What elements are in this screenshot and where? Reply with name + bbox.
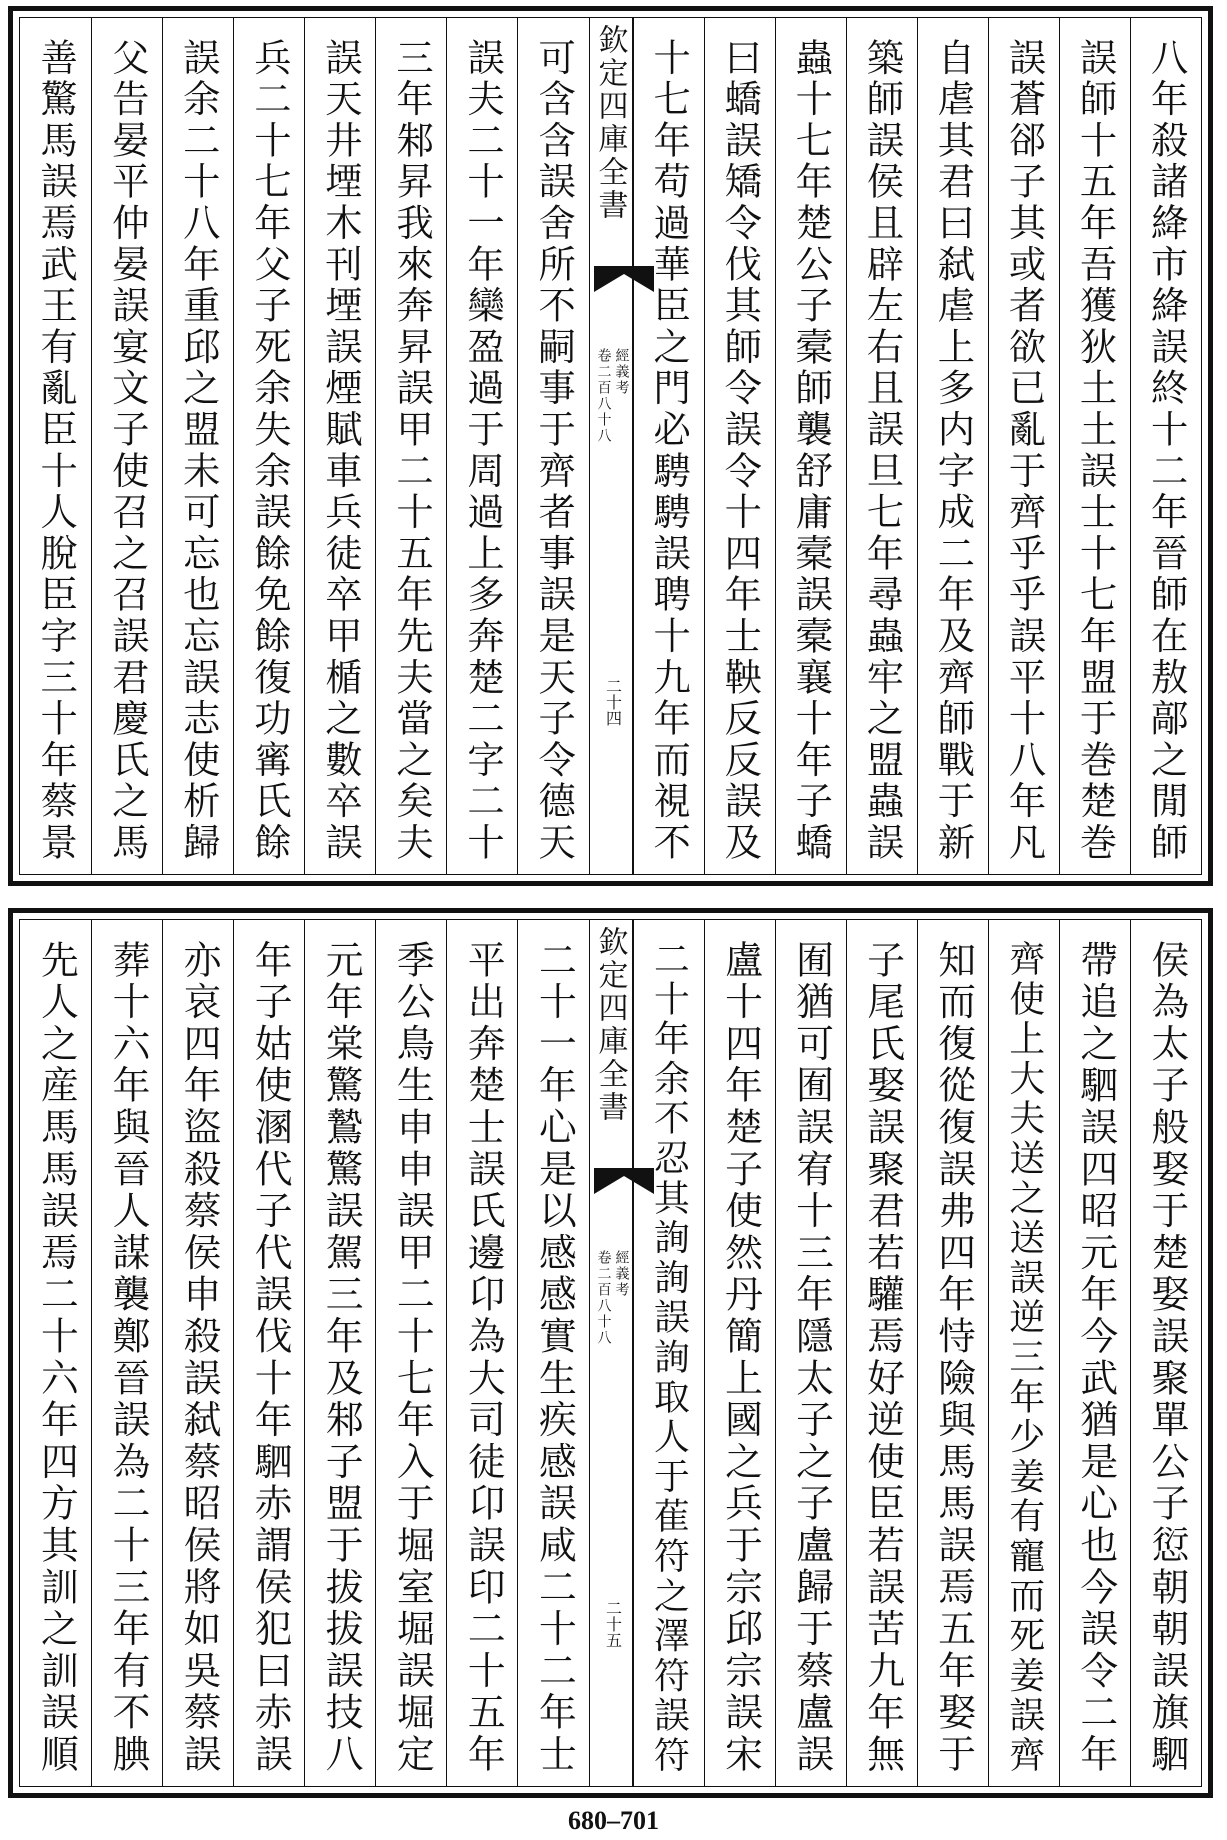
column-text: 善驚馬誤焉武王有亂臣十人脫臣字三十年蔡景	[34, 38, 79, 864]
text-column	[233, 18, 304, 874]
column-text: 誤天井堙木刊堙誤煙賦車兵徒卒甲楯之數卒誤	[318, 38, 363, 864]
column-text: 知而復從復誤弗四年恃險與馬馬誤焉五年娶于	[931, 940, 976, 1776]
text-column	[1130, 18, 1201, 874]
text-column	[1059, 18, 1130, 874]
column-text: 誤余二十八年重邱之盟未可忘也忘誤志使析歸	[176, 38, 221, 864]
page-frame	[19, 919, 1202, 1787]
column-text: 誤夫二十一年欒盈過于周過上多奔楚二字二十	[461, 38, 506, 864]
column-text: 誤蒼郤子其或者欲已亂于齊乎乎誤平十八年凡	[1002, 38, 1047, 864]
text-column	[775, 920, 846, 1786]
text-column	[633, 18, 704, 874]
bottom-page	[8, 908, 1213, 1798]
text-column	[517, 18, 588, 874]
folio-number: 二十五	[603, 1600, 623, 1648]
juan-label: 卷二百八十八	[595, 1250, 612, 1346]
column-text: 年子姑使溷代子代誤伐十年駟赤謂侯犯曰赤誤	[248, 940, 293, 1776]
column-text: 盧十四年楚子使然丹簡上國之兵于宗邱宗誤宋	[718, 940, 763, 1776]
text-column	[446, 920, 517, 1786]
column-text: 三年邾昇我來奔昇誤甲二十五年先夫當之矣夫	[389, 38, 434, 864]
text-column	[633, 920, 704, 1786]
column-text: 曰蟜誤矯令伐其師令誤令十四年士鞅反反誤及	[718, 38, 763, 864]
text-column	[20, 18, 91, 874]
center-title: 欽定四庫全書	[592, 926, 628, 1124]
column-text: 自虐其君曰弑虐上多内字成二年及齊師戰于新	[931, 38, 976, 864]
text-column	[375, 920, 446, 1786]
top-page	[8, 6, 1213, 886]
book-title: 經義考	[613, 348, 630, 396]
text-column	[1130, 920, 1201, 1786]
column-text: 蟲十七年楚公子槖師襲舒庸槖誤槖襄十年子蟜	[789, 38, 834, 864]
center-fold	[589, 18, 633, 874]
text-column	[446, 18, 517, 874]
text-column	[1059, 920, 1130, 1786]
column-text: 築師誤侯且辟左右且誤旦七年尋蟲牢之盟蟲誤	[860, 38, 905, 864]
text-column	[162, 18, 233, 874]
text-column	[517, 920, 588, 1786]
text-column	[162, 920, 233, 1786]
column-text: 可含含誤舍所不嗣事于齊者事誤是天子令德天	[532, 38, 577, 864]
juan-label: 卷二百八十八	[595, 348, 612, 444]
column-text: 二十年余不忍其詢詢誤詢取人于萑符之澤符誤符	[648, 940, 690, 1776]
text-column	[775, 18, 846, 874]
text-column	[375, 18, 446, 874]
center-title: 欽定四庫全書	[592, 24, 628, 222]
text-column	[91, 920, 162, 1786]
column-text: 元年棠驚鷙驚誤駕三年及邾子盟于拔拔誤技八	[319, 940, 364, 1776]
center-fold	[589, 920, 633, 1786]
text-column	[20, 920, 91, 1786]
column-text: 侯為太子般娶于楚娶誤聚單公子愆朝朝誤旗駟	[1144, 940, 1189, 1776]
text-column	[846, 920, 917, 1786]
text-column	[988, 920, 1059, 1786]
column-text: 先人之産馬馬誤焉二十六年四方其訓之訓誤順	[34, 940, 79, 1776]
column-text: 齊使上大夫送之送誤逆三年少姜有寵而死姜誤齊	[1003, 940, 1045, 1776]
text-column	[704, 18, 775, 874]
column-text: 二十一年心是以感感實生疾感誤咸二十二年士	[532, 940, 577, 1776]
column-text: 季公鳥生申申誤甲二十七年入于堀室堀誤堀定	[390, 940, 435, 1776]
page-frame	[19, 17, 1202, 875]
column-text: 子尾氏娶誤聚君若驩焉好逆使臣若誤苦九年無	[860, 940, 905, 1776]
column-text: 平出奔楚士誤氏邊卬為大司徒卬誤印二十五年	[461, 940, 506, 1776]
column-text: 囿猶可囿誤宥十三年隱太子之子盧歸于蔡盧誤	[789, 940, 834, 1776]
text-column	[304, 18, 375, 874]
text-column	[233, 920, 304, 1786]
text-column	[704, 920, 775, 1786]
folio-number: 二十四	[603, 678, 623, 726]
column-text: 十七年苟過華臣之門必騁騁誤聘十九年而視不	[647, 38, 692, 864]
column-text: 兵二十七年父子死余失余誤餘免餘復功寗氏餘	[247, 38, 292, 864]
column-text: 父告晏平仲晏誤宴文子使召之召誤君慶氏之馬	[105, 38, 150, 864]
text-column	[846, 18, 917, 874]
column-text: 八年殺諸絳市絳誤終十二年晉師在敖鄗之閒師	[1144, 38, 1189, 864]
page-number: 680–701	[568, 1806, 659, 1835]
column-text: 誤師十五年吾獲狄土土誤士十七年盟于巻楚巻	[1073, 38, 1118, 864]
column-text: 帶追之駟誤四昭元年今武猶是心也今誤令二年	[1073, 940, 1118, 1776]
text-column	[988, 18, 1059, 874]
column-text: 葬十六年與晉人謀襲鄭晉誤為二十三年有不腆	[105, 940, 150, 1776]
text-column	[917, 920, 988, 1786]
text-column	[304, 920, 375, 1786]
book-title: 經義考	[613, 1250, 630, 1298]
text-column	[917, 18, 988, 874]
text-column	[91, 18, 162, 874]
column-text: 亦哀四年盜殺蔡侯申殺誤弑蔡昭侯將如吳蔡誤	[177, 940, 222, 1776]
